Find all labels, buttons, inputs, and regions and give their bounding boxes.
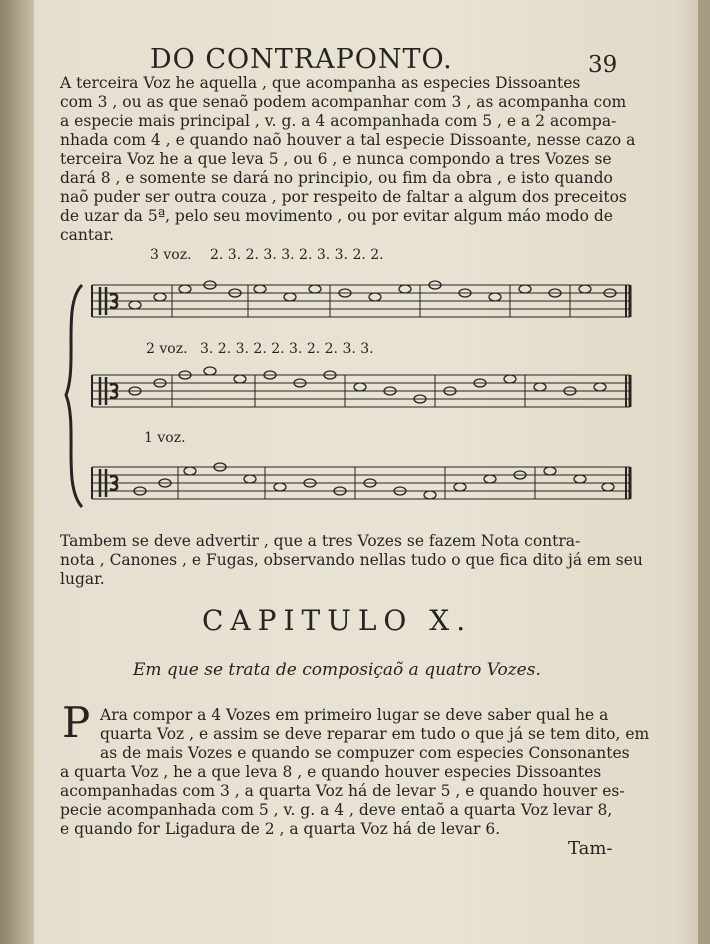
voice2-label: 2 voz.: [146, 341, 188, 357]
book-spine: [0, 0, 34, 944]
para3-line: pecie acompanhada com 5 , v. g. a 4 , deve entaõ a quarta Voz levar 8,: [60, 801, 613, 819]
para1-line: cantar.: [60, 226, 115, 244]
para1-line: terceira Voz he a que leva 5 , ou 6 , e nunca compondo a tres Vozes se: [60, 150, 612, 168]
para3-line: acompanhadas com 3 , a quarta Voz há de levar 5 , e quando houver es-: [60, 782, 625, 800]
para3-line: e quando for Ligadura de 2 , a quarta Voz há de levar 6.: [60, 820, 501, 838]
para2-line: Tambem se deve advertir , que a tres Vozes se fazem Nota contra-: [60, 532, 581, 550]
para3-line: a quarta Voz , he a que leva 8 , e quando houver especies Dissoantes: [60, 763, 602, 781]
music-example: [60, 245, 650, 530]
para2-line: lugar.: [60, 570, 105, 588]
para3-line: as de mais Vozes e quando se compuzer com especies Consonantes: [100, 744, 630, 762]
staff-voice3: [92, 285, 630, 317]
para1-line: de uzar da 5ª, pelo seu movimento , ou por evitar algum máo modo de: [60, 207, 613, 225]
page-number: 39: [588, 52, 618, 78]
para1-line: a especie mais principal , v. g. a 4 acompanhada com 5 , e a 2 acompa-: [60, 112, 617, 130]
clef-marks: [100, 287, 117, 497]
drop-cap: P: [62, 698, 91, 747]
para1-line: naõ puder ser outra couza , por respeito de faltar a algum dos preceitos: [60, 188, 627, 206]
para1-line: nhada com 4 , e quando naõ houver a tal especie Dissoante, nesse cazo a: [60, 131, 636, 149]
chapter-title: CAPITULO X.: [202, 604, 473, 637]
page-edge: [698, 0, 710, 944]
note-heads: [129, 281, 616, 499]
voice3-label: 3 voz.: [150, 247, 192, 263]
chapter-subtitle: Em que se trata de composiçaõ a quatro Vozes.: [133, 660, 541, 680]
staff-voice1: [92, 467, 630, 499]
catchword: Tam-: [568, 838, 613, 859]
staff-brace: [66, 285, 82, 507]
para3-line: quarta Voz , e assim se deve reparar em tudo o que já se tem dito, em: [100, 725, 650, 743]
music-staves: [60, 245, 650, 530]
voice1-label: 1 voz.: [144, 430, 186, 446]
para1-line: com 3 , ou as que senaõ podem acompanhar com 3 , as acompanha com: [60, 93, 627, 111]
voice3-interval-marks: 2. 3. 2. 3. 3. 2. 3. 3. 2. 2.: [210, 247, 384, 263]
para2-line: nota , Canones , e Fugas, observando nellas tudo o que fica dito já em seu: [60, 551, 643, 569]
para1-line: A terceira Voz he aquella , que acompanha as especies Dissoantes: [60, 74, 581, 92]
para3-line: Ara compor a 4 Vozes em primeiro lugar se deve saber qual he a: [100, 706, 609, 724]
voice2-interval-marks: 3. 2. 3. 2. 2. 3. 2. 2. 3. 3.: [200, 341, 374, 357]
running-header: DO CONTRAPONTO.: [150, 44, 453, 75]
para1-line: dará 8 , e somente se dará no principio, ou fim da obra , e isto quando: [60, 169, 613, 187]
